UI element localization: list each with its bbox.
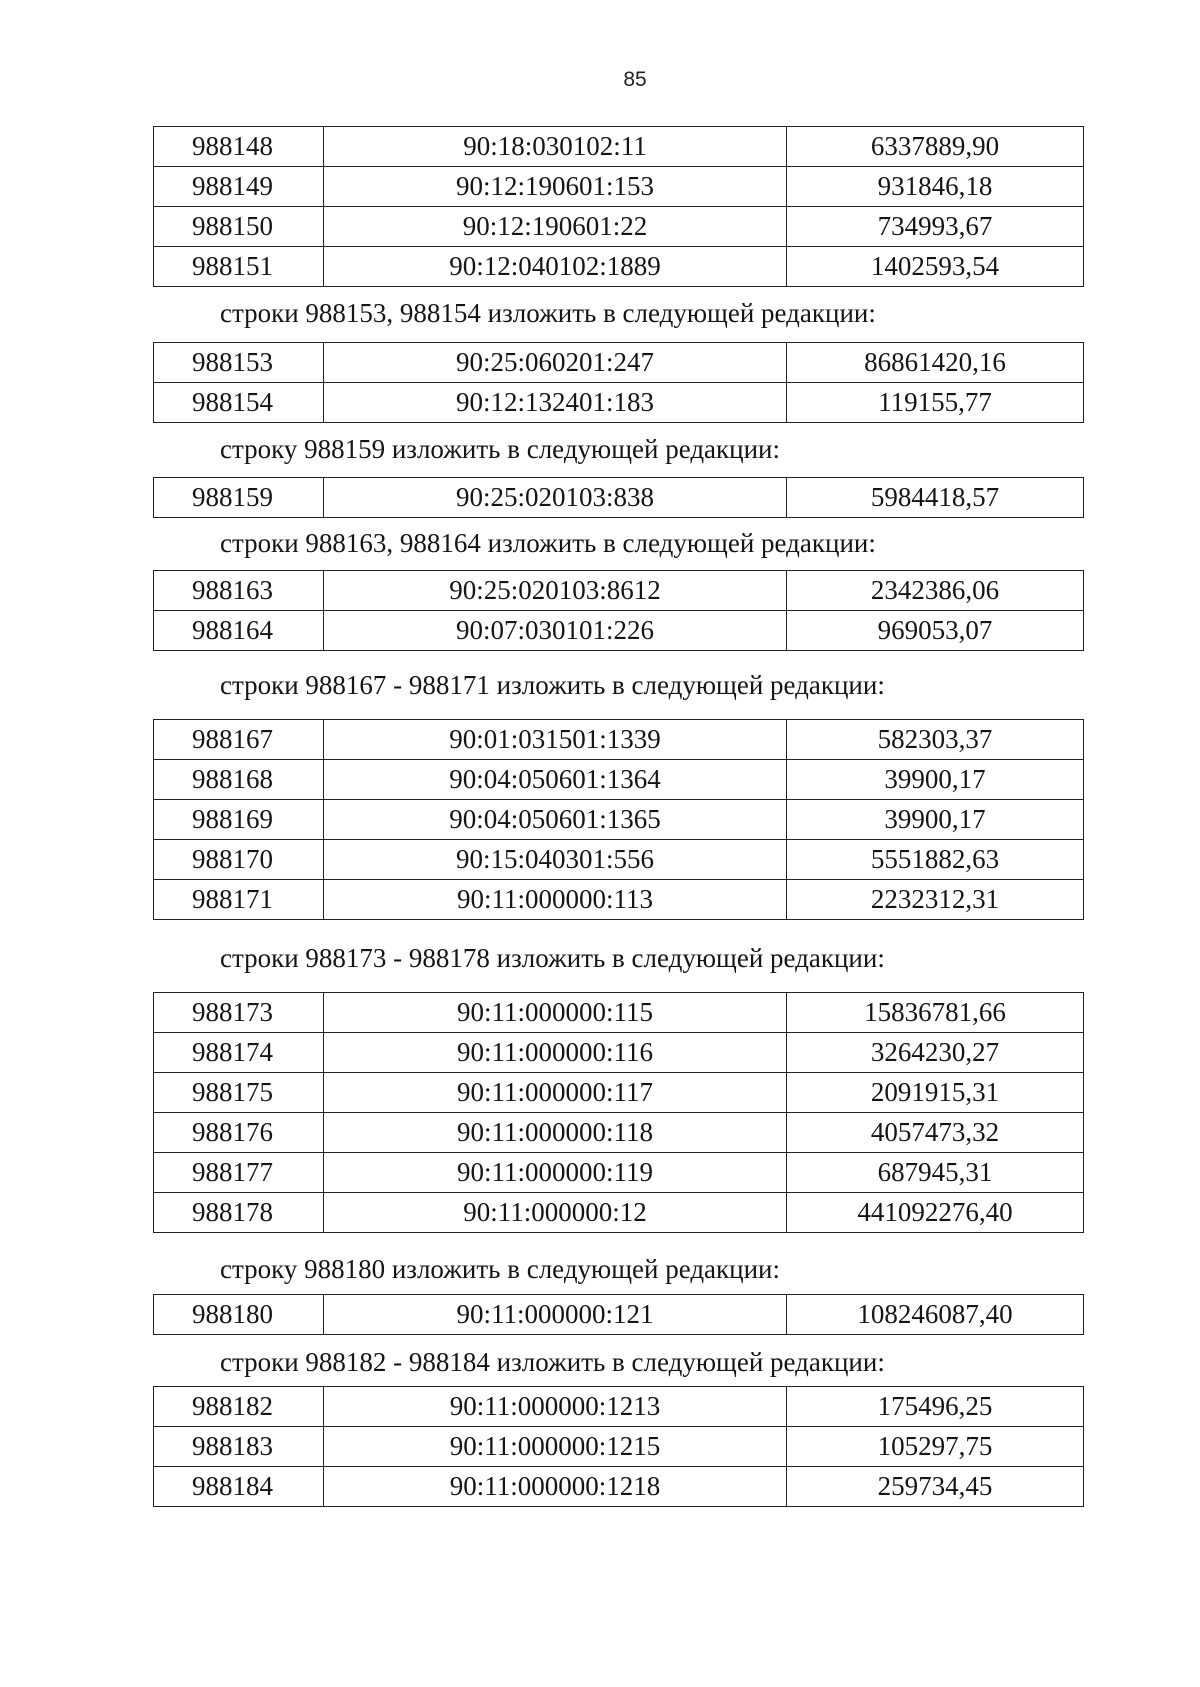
section-caption: строки 988173 - 988178 изложить в следующей редакции: [220, 943, 885, 973]
table-row [154, 1073, 1084, 1113]
table-row [154, 1033, 1084, 1073]
table-row [154, 1295, 1084, 1335]
row-number-cell: 988177 [154, 1153, 324, 1193]
row-number-cell: 988183 [154, 1427, 324, 1467]
row-number-cell: 988176 [154, 1113, 324, 1153]
value-cell: 3264230,27 [787, 1033, 1084, 1073]
cadastral-number-cell: 90:11:000000:117 [324, 1073, 787, 1113]
row-number-cell: 988178 [154, 1193, 324, 1233]
value-cell: 734993,67 [787, 207, 1084, 247]
row-number-cell: 988150 [154, 207, 324, 247]
cadastral-number-cell: 90:11:000000:12 [324, 1193, 787, 1233]
row-number-cell: 988164 [154, 611, 324, 651]
value-cell: 39900,17 [787, 760, 1084, 800]
row-number-cell: 988173 [154, 993, 324, 1033]
section-caption: строки 988153, 988154 изложить в следующей редакции: [220, 298, 876, 328]
registry-table-1 [153, 126, 1084, 287]
cadastral-number-cell: 90:11:000000:1213 [324, 1387, 787, 1427]
table-row [154, 800, 1084, 840]
row-number-cell: 988153 [154, 343, 324, 383]
value-cell: 2091915,31 [787, 1073, 1084, 1113]
section-caption: строки 988167 - 988171 изложить в следующей редакции: [220, 670, 885, 700]
table-row [154, 247, 1084, 287]
table-row [154, 993, 1084, 1033]
row-number-cell: 988148 [154, 127, 324, 167]
cadastral-number-cell: 90:12:190601:153 [324, 167, 787, 207]
cadastral-number-cell: 90:11:000000:116 [324, 1033, 787, 1073]
cadastral-number-cell: 90:11:000000:119 [324, 1153, 787, 1193]
value-cell: 1402593,54 [787, 247, 1084, 287]
value-cell: 5984418,57 [787, 478, 1084, 518]
registry-table-2 [153, 342, 1084, 423]
value-cell: 969053,07 [787, 611, 1084, 651]
table-row [154, 1113, 1084, 1153]
value-cell: 108246087,40 [787, 1295, 1084, 1335]
value-cell: 5551882,63 [787, 840, 1084, 880]
page-number: 85 [623, 68, 647, 91]
value-cell: 175496,25 [787, 1387, 1084, 1427]
row-number-cell: 988167 [154, 720, 324, 760]
value-cell: 441092276,40 [787, 1193, 1084, 1233]
row-number-cell: 988171 [154, 880, 324, 920]
cadastral-number-cell: 90:12:132401:183 [324, 383, 787, 423]
cadastral-number-cell: 90:12:040102:1889 [324, 247, 787, 287]
value-cell: 105297,75 [787, 1427, 1084, 1467]
table-row [154, 571, 1084, 611]
cadastral-number-cell: 90:11:000000:118 [324, 1113, 787, 1153]
value-cell: 931846,18 [787, 167, 1084, 207]
table-row [154, 760, 1084, 800]
table-row [154, 207, 1084, 247]
row-number-cell: 988174 [154, 1033, 324, 1073]
row-number-cell: 988184 [154, 1467, 324, 1507]
value-cell: 39900,17 [787, 800, 1084, 840]
table-row [154, 343, 1084, 383]
cadastral-number-cell: 90:11:000000:1218 [324, 1467, 787, 1507]
registry-table-4 [153, 570, 1084, 651]
row-number-cell: 988175 [154, 1073, 324, 1113]
table-row [154, 1467, 1084, 1507]
value-cell: 86861420,16 [787, 343, 1084, 383]
cadastral-number-cell: 90:01:031501:1339 [324, 720, 787, 760]
row-number-cell: 988154 [154, 383, 324, 423]
registry-table-3 [153, 477, 1084, 518]
cadastral-number-cell: 90:07:030101:226 [324, 611, 787, 651]
table-row [154, 478, 1084, 518]
registry-table-6 [153, 992, 1084, 1233]
row-number-cell: 988170 [154, 840, 324, 880]
section-caption: строку 988180 изложить в следующей редакции: [220, 1254, 781, 1284]
row-number-cell: 988169 [154, 800, 324, 840]
table-row [154, 1193, 1084, 1233]
cadastral-number-cell: 90:04:050601:1365 [324, 800, 787, 840]
value-cell: 687945,31 [787, 1153, 1084, 1193]
table-row [154, 880, 1084, 920]
cadastral-number-cell: 90:11:000000:115 [324, 993, 787, 1033]
table-row [154, 1387, 1084, 1427]
value-cell: 4057473,32 [787, 1113, 1084, 1153]
table-row [154, 840, 1084, 880]
registry-table-8 [153, 1386, 1084, 1507]
cadastral-number-cell: 90:12:190601:22 [324, 207, 787, 247]
table-row [154, 1153, 1084, 1193]
table-row [154, 383, 1084, 423]
row-number-cell: 988159 [154, 478, 324, 518]
section-caption: строки 988163, 988164 изложить в следующей редакции: [220, 528, 876, 558]
table-row [154, 611, 1084, 651]
section-caption: строки 988182 - 988184 изложить в следующей редакции: [220, 1347, 885, 1377]
cadastral-number-cell: 90:25:020103:838 [324, 478, 787, 518]
row-number-cell: 988168 [154, 760, 324, 800]
value-cell: 15836781,66 [787, 993, 1084, 1033]
cadastral-number-cell: 90:25:020103:8612 [324, 571, 787, 611]
value-cell: 2342386,06 [787, 571, 1084, 611]
value-cell: 259734,45 [787, 1467, 1084, 1507]
cadastral-number-cell: 90:04:050601:1364 [324, 760, 787, 800]
value-cell: 6337889,90 [787, 127, 1084, 167]
table-row [154, 720, 1084, 760]
registry-table-5 [153, 719, 1084, 920]
table-row [154, 167, 1084, 207]
row-number-cell: 988182 [154, 1387, 324, 1427]
table-row [154, 127, 1084, 167]
row-number-cell: 988163 [154, 571, 324, 611]
registry-table-7 [153, 1294, 1084, 1335]
cadastral-number-cell: 90:18:030102:11 [324, 127, 787, 167]
section-caption: строку 988159 изложить в следующей редакции: [220, 434, 781, 464]
row-number-cell: 988151 [154, 247, 324, 287]
cadastral-number-cell: 90:15:040301:556 [324, 840, 787, 880]
value-cell: 2232312,31 [787, 880, 1084, 920]
table-row [154, 1427, 1084, 1467]
value-cell: 582303,37 [787, 720, 1084, 760]
cadastral-number-cell: 90:11:000000:113 [324, 880, 787, 920]
cadastral-number-cell: 90:25:060201:247 [324, 343, 787, 383]
row-number-cell: 988180 [154, 1295, 324, 1335]
cadastral-number-cell: 90:11:000000:1215 [324, 1427, 787, 1467]
cadastral-number-cell: 90:11:000000:121 [324, 1295, 787, 1335]
row-number-cell: 988149 [154, 167, 324, 207]
value-cell: 119155,77 [787, 383, 1084, 423]
